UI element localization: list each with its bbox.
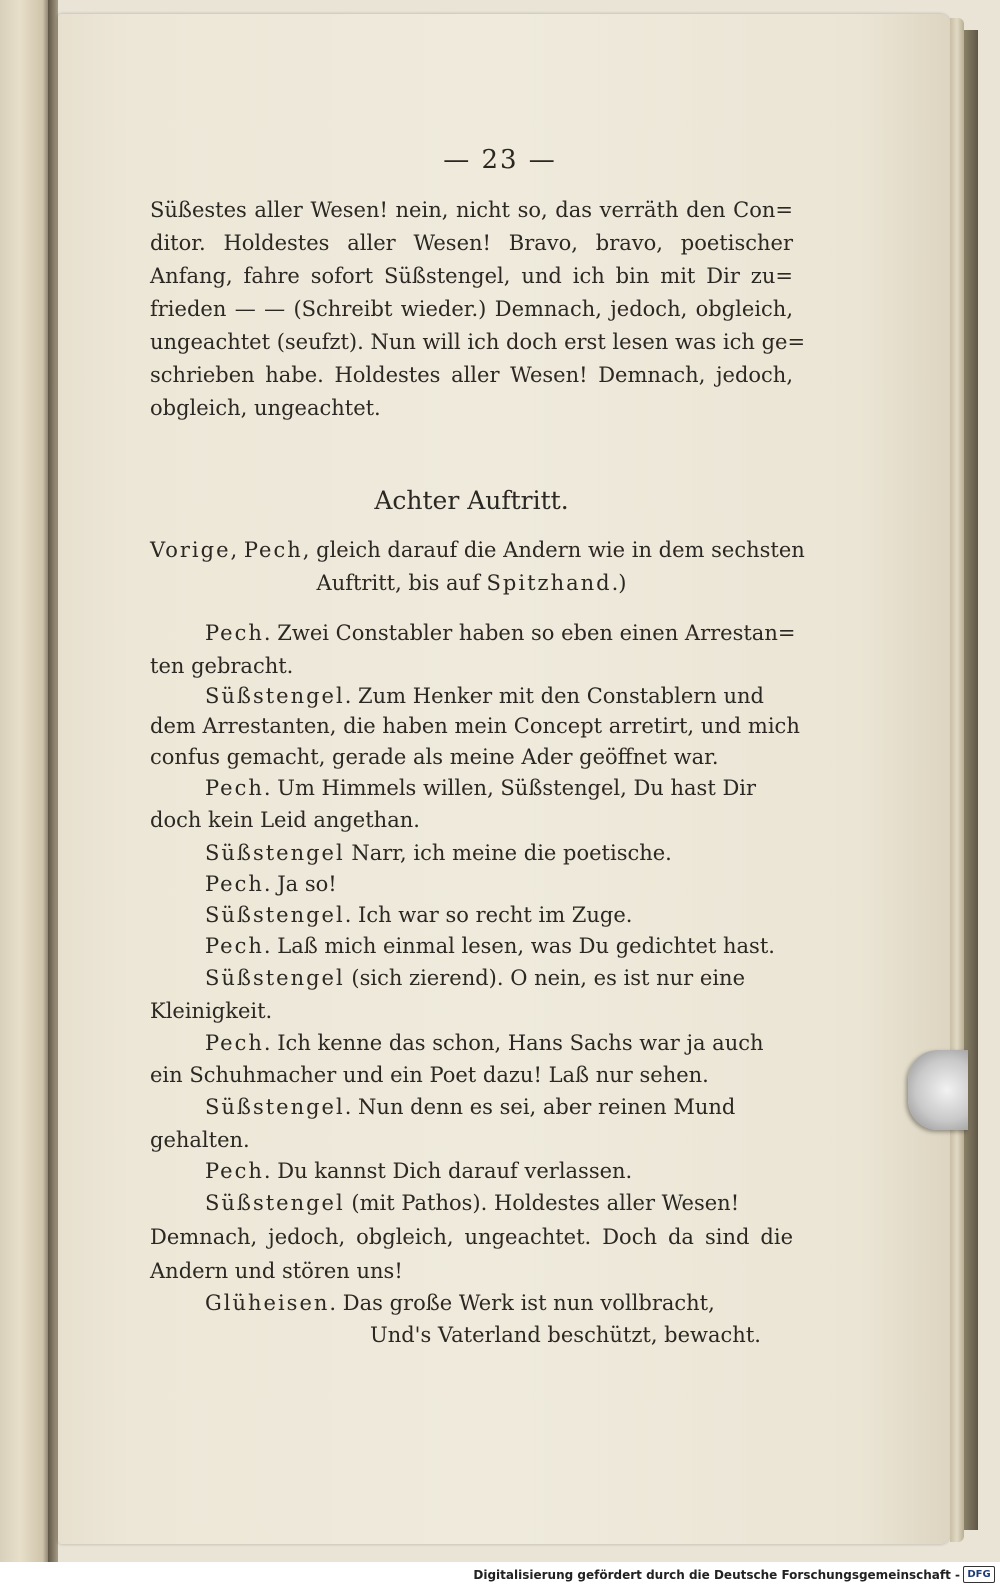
character-name: Süßstengel	[205, 1095, 345, 1119]
character-name: Süßstengel	[205, 1191, 345, 1215]
character-name: Süßstengel	[205, 966, 345, 990]
text-line: Andern und stören uns!	[150, 1259, 403, 1283]
book-cover-edge	[964, 30, 978, 1530]
dialogue-line: Süßstengel Narr, ich meine die poetische.	[205, 841, 672, 865]
dialogue-line: Pech. Ich kenne das schon, Hans Sachs war ja auch	[205, 1031, 764, 1055]
character-name: Glüheisen	[205, 1291, 330, 1315]
dialogue-line: Pech. Laß mich einmal lesen, was Du gedichtet hast.	[205, 934, 775, 958]
dialogue-line: Pech. Ja so!	[205, 872, 337, 896]
text-line: frieden — — (Schreibt wieder.) Demnach, jedoch, obgleich,	[150, 297, 793, 321]
text-line: ungeachtet (seufzt). Nun will ich doch erst lesen was ich ge=	[150, 330, 806, 354]
character-name: Süßstengel	[205, 841, 345, 865]
stage-direction-line: Auftritt, bis auf Spitzhand.)	[316, 571, 627, 595]
character-name: Pech	[205, 1159, 264, 1183]
character-name: Pech	[205, 776, 264, 800]
text-line: Süßestes aller Wesen! nein, nicht so, das verräth den Con=	[150, 198, 793, 222]
book-gutter	[48, 0, 58, 1562]
character-name: Pech	[205, 934, 264, 958]
page-clip-icon	[908, 1050, 968, 1130]
text-line: Anfang, fahre sofort Süßstengel, und ich bin mit Dir zu=	[150, 264, 793, 288]
stage-direction-line: Vorige, Pech, gleich darauf die Andern wie in dem sechsten	[150, 538, 805, 562]
character-name: Vorige	[150, 538, 231, 562]
verse-line: Glüheisen. Das große Werk ist nun vollbracht,	[205, 1291, 715, 1315]
dialogue-line: Süßstengel. Nun denn es sei, aber reinen Mund	[205, 1095, 736, 1119]
text-line: Demnach, jedoch, obgleich, ungeachtet. Doch da sind die	[150, 1225, 793, 1249]
text-line: schrieben habe. Holdestes aller Wesen! Demnach, jedoch,	[150, 363, 793, 387]
text-line: dem Arrestanten, die haben mein Concept arretirt, und mich	[150, 714, 800, 738]
text-line: gehalten.	[150, 1128, 250, 1152]
dfg-logo: DFG	[963, 1566, 995, 1583]
text-line: Kleinigkeit.	[150, 999, 273, 1023]
page-stack-edge	[950, 18, 964, 1542]
dialogue-line: Süßstengel (sich zierend). O nein, es ist nur eine	[205, 966, 745, 990]
left-page-edge	[0, 0, 50, 1562]
text-line: ein Schuhmacher und ein Poet dazu! Laß nur sehen.	[150, 1063, 709, 1087]
dialogue-line: Pech. Um Himmels willen, Süßstengel, Du hast Dir	[205, 776, 757, 800]
dialogue-line: Süßstengel. Zum Henker mit den Constablern und	[205, 684, 764, 708]
text-line: ditor. Holdestes aller Wesen! Bravo, bravo, poetischer	[150, 231, 793, 255]
character-name: Pech	[243, 538, 303, 562]
scene-heading: Achter Auftritt.	[374, 486, 569, 515]
dialogue-line: Pech. Du kannst Dich darauf verlassen.	[205, 1159, 633, 1183]
dialogue-line: Süßstengel (mit Pathos). Holdestes aller Wesen!	[205, 1191, 740, 1215]
text-line: doch kein Leid angethan.	[150, 808, 420, 832]
character-name: Pech	[205, 621, 264, 645]
character-name: Pech	[205, 872, 264, 896]
text-line: obgleich, ungeachtet.	[150, 396, 381, 420]
character-name: Süßstengel	[205, 903, 345, 927]
dialogue-line: Süßstengel. Ich war so recht im Zuge.	[205, 903, 633, 927]
text-line: ten gebracht.	[150, 654, 294, 678]
verse-line: Und's Vaterland beschützt, bewacht.	[370, 1323, 761, 1347]
character-name: Spitzhand	[486, 571, 612, 595]
character-name: Pech	[205, 1031, 264, 1055]
character-name: Süßstengel	[205, 684, 345, 708]
footer-credit: Digitalisierung gefördert durch die Deutsche Forschungsgemeinschaft -	[473, 1568, 960, 1582]
text-line: confus gemacht, gerade als meine Ader geöffnet war.	[150, 745, 719, 769]
dialogue-line: Pech. Zwei Constabler haben so eben einen Arrestan=	[205, 621, 796, 645]
page-number: — 23 —	[443, 145, 557, 175]
